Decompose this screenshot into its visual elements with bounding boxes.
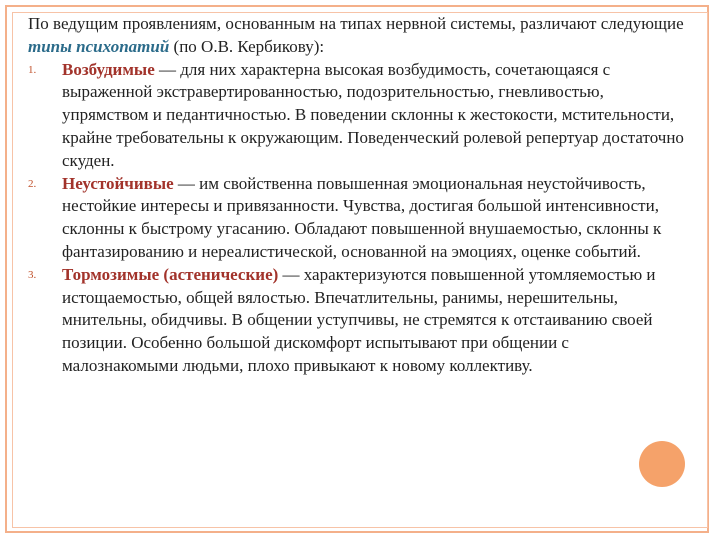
slide-content [28,13,688,378]
list-number: 3. [28,268,37,281]
list-item-inhibited [28,264,688,378]
list-item-excitable [28,59,688,173]
intro-term: типы психопатий [28,36,170,56]
item-term: Возбудимые [62,59,155,79]
item-text: — для них характерна высокая возбудимость, сочетающаяся с выраженной экстравертированностью, подозрительностью, гневливостью, упрямством и педантичностью. В поведении склонны к жестокости, мстительности, крайне требовательны к окружающим. Поведенческий ролевой репертуар достаточно скуден. [62,59,684,170]
list-number: 2. [28,177,37,190]
intro-text-before: По ведущим проявлениям, основанным на типах нервной системы, различают следующие [28,14,684,33]
list-number: 1. [28,63,37,76]
intro-paragraph [28,13,688,59]
intro-text-after: (по О.В. Кербикову): [169,36,325,56]
item-text: — им свойственна повышенная эмоциональная неустойчивость, нестойкие интересы и привязанности. Чувства, достигая большой интенсивности, склонны к быстрому угасанию. Обладают повышенной внушаемостью, склонны к фантазированию и нереалистической, основанной на эмоциях, оценке событий. [62,173,662,261]
item-term: Неустойчивые [62,173,174,193]
list-item-unstable [28,173,688,264]
item-text: — характеризуются повышенной утомляемостью и истощаемостью, общей вялостью. Впечатлительны, ранимы, нерешительны, мнительны, обидчивы. В общении уступчивы, не стремятся к отстаиванию своей позиции. Особенно большой дискомфорт испытывают при общении с малознакомыми людьми, плохо привыкают к новому коллективу. [62,264,656,375]
item-term: Тормозимые (астенические) [62,264,279,284]
decorative-circle [639,441,685,487]
